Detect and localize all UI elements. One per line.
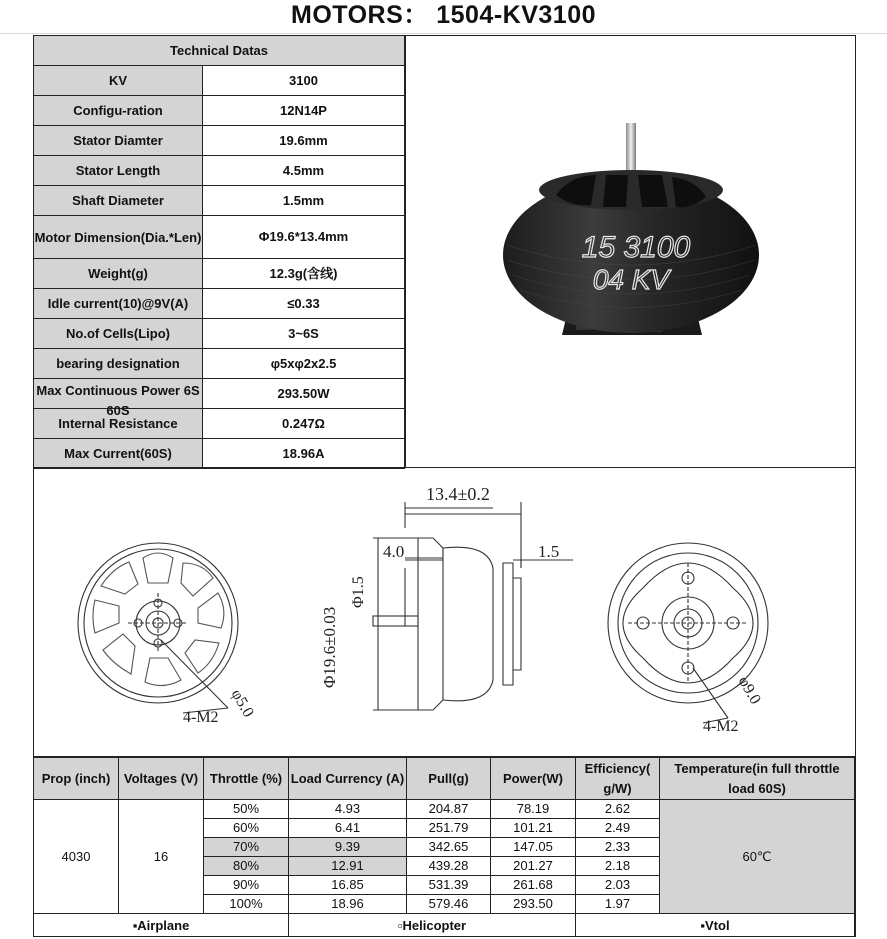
prop-value: 4030 xyxy=(34,800,119,914)
footer-vtol: ▪Vtol xyxy=(576,914,855,937)
spec-value: φ5xφ2x2.5 xyxy=(203,349,405,379)
spec-row xyxy=(34,409,405,439)
spec-value: 293.50W xyxy=(203,379,405,409)
col-power: Power(W) xyxy=(491,758,576,800)
temperature-value: 60℃ xyxy=(660,800,855,914)
power-cell: 261.68 xyxy=(491,876,576,895)
col-pull: Pull(g) xyxy=(407,758,491,800)
spec-value: 12.3g(含线) xyxy=(203,259,405,289)
spec-value: ≤0.33 xyxy=(203,289,405,319)
throttle-cell: 70% xyxy=(204,838,289,857)
pull-cell: 204.87 xyxy=(407,800,491,819)
spec-label: No.of Cells(Lipo) xyxy=(34,319,203,349)
throttle-cell: 50% xyxy=(204,800,289,819)
efficiency-cell: 1.97 xyxy=(576,895,660,914)
performance-table xyxy=(33,757,855,937)
efficiency-cell: 2.18 xyxy=(576,857,660,876)
spec-value: 19.6mm xyxy=(203,126,405,156)
side-view-icon xyxy=(373,502,573,710)
efficiency-cell: 2.33 xyxy=(576,838,660,857)
spec-row xyxy=(34,66,405,96)
current-cell: 12.91 xyxy=(289,857,407,876)
current-cell: 9.39 xyxy=(289,838,407,857)
pull-cell: 251.79 xyxy=(407,819,491,838)
throttle-cell: 80% xyxy=(204,857,289,876)
spec-value: 3100 xyxy=(203,66,405,96)
spec-value: 1.5mm xyxy=(203,186,405,216)
spec-value: 0.247Ω xyxy=(203,409,405,439)
specs-header-row xyxy=(34,36,405,66)
spec-row xyxy=(34,216,405,259)
perf-footer-row xyxy=(34,914,855,937)
spec-value: 12N14P xyxy=(203,96,405,126)
power-cell: 293.50 xyxy=(491,895,576,914)
pull-cell: 342.65 xyxy=(407,838,491,857)
drawing-svg xyxy=(33,468,856,757)
col-efficiency: Efficiency( g/W) xyxy=(576,758,660,800)
spec-label: Shaft Diameter xyxy=(34,186,203,216)
spec-row xyxy=(34,126,405,156)
pull-cell: 579.46 xyxy=(407,895,491,914)
left-screws: 4-M2 xyxy=(183,709,219,726)
spec-row xyxy=(34,289,405,319)
rear-dimension: 1.5 xyxy=(538,542,560,561)
front-view-icon xyxy=(78,543,238,713)
engraving-line2: 04 KV xyxy=(592,264,670,295)
right-bolt-circle: φ9.0 xyxy=(734,673,764,708)
efficiency-cell: 2.49 xyxy=(576,819,660,838)
spec-row xyxy=(34,349,405,379)
right-screws: 4-M2 xyxy=(703,718,739,735)
title-divider xyxy=(0,33,887,34)
spec-label: Idle current(10)@9V(A) xyxy=(34,289,203,319)
spec-label: Max Continuous Power 6S 60S xyxy=(36,382,200,418)
spec-label: KV xyxy=(34,66,203,96)
col-current: Load Currency (A) xyxy=(289,758,407,800)
col-voltage: Voltages (V) xyxy=(119,758,204,800)
spec-row xyxy=(34,259,405,289)
spec-label-cell xyxy=(34,379,203,418)
specs-header: Technical Datas xyxy=(34,36,405,66)
current-cell: 4.93 xyxy=(289,800,407,819)
pull-cell: 439.28 xyxy=(407,857,491,876)
power-cell: 147.05 xyxy=(491,838,576,857)
motor-photo xyxy=(405,35,856,467)
technical-drawing xyxy=(33,467,856,757)
technical-specs-table xyxy=(33,35,405,469)
col-temperature: Temperature(in full throttle load 60S) xyxy=(660,758,855,800)
col-throttle: Throttle (%) xyxy=(204,758,289,800)
table-row xyxy=(34,800,855,819)
spec-label: Max Current(60S) xyxy=(34,439,203,469)
spec-row xyxy=(34,319,405,349)
spec-row xyxy=(34,96,405,126)
current-cell: 18.96 xyxy=(289,895,407,914)
current-cell: 6.41 xyxy=(289,819,407,838)
perf-header-row xyxy=(34,758,855,800)
spec-label: bearing designation xyxy=(34,349,203,379)
spec-value: 3~6S xyxy=(203,319,405,349)
power-cell: 101.21 xyxy=(491,819,576,838)
spec-label: Weight(g) xyxy=(34,259,203,289)
spec-value: 4.5mm xyxy=(203,156,405,186)
spec-label: Internal Resistance xyxy=(34,409,203,439)
col-prop: Prop (inch) xyxy=(34,758,119,800)
voltage-value: 16 xyxy=(119,800,204,914)
spec-row xyxy=(34,439,405,469)
spec-label: Configu-ration xyxy=(34,96,203,126)
efficiency-cell: 2.03 xyxy=(576,876,660,895)
power-cell: 78.19 xyxy=(491,800,576,819)
power-cell: 201.27 xyxy=(491,857,576,876)
front-dimension: 4.0 xyxy=(383,542,405,561)
motor-illustration xyxy=(406,35,856,467)
page-title: MOTORS： 1504-KV3100 xyxy=(291,1,596,29)
spec-label: Stator Diamter xyxy=(34,126,203,156)
footer-airplane: ▪Airplane xyxy=(34,914,289,937)
throttle-cell: 90% xyxy=(204,876,289,895)
spec-label: Stator Length xyxy=(34,156,203,186)
shaft-dimension: Φ1.5 xyxy=(350,576,367,608)
engraving-line1: 15 3100 xyxy=(581,231,691,264)
efficiency-cell: 2.62 xyxy=(576,800,660,819)
spec-value: Φ19.6*13.4mm xyxy=(203,216,405,259)
spec-row xyxy=(34,156,405,186)
current-cell: 16.85 xyxy=(289,876,407,895)
diameter-dimension: Φ19.6±0.03 xyxy=(320,606,339,688)
left-bolt-circle: φ5.0 xyxy=(227,686,257,721)
pull-cell: 531.39 xyxy=(407,876,491,895)
spec-row xyxy=(34,186,405,216)
spec-row xyxy=(34,379,405,409)
throttle-cell: 100% xyxy=(204,895,289,914)
throttle-cell: 60% xyxy=(204,819,289,838)
footer-helicopter: ▫Helicopter xyxy=(289,914,576,937)
spec-value: 18.96A xyxy=(203,439,405,469)
length-dimension: 13.4±0.2 xyxy=(426,484,490,504)
spec-label: Motor Dimension(Dia.*Len) xyxy=(34,216,203,259)
